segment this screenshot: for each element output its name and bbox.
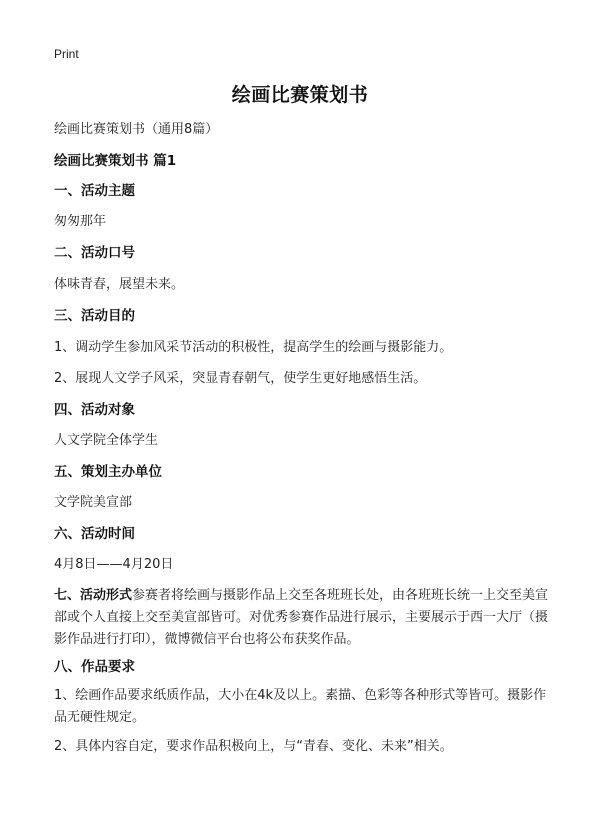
section-heading-organizer: 五、策划主办单位 [54,464,162,480]
section-text-time: 4月8日——4月20日 [54,557,174,572]
section-heading-audience: 四、活动对象 [54,402,135,418]
section-text-organizer: 文学院美宣部 [54,495,133,510]
section-text-audience: 人文学院全体学生 [54,433,159,448]
section-heading-time: 六、活动时间 [54,526,135,542]
section-text-requirements-1: 1、绘画作品要求纸质作品，大小在4k及以上。素描、色彩等各种形式等皆可。摄影作品无硬性规定。 [54,688,547,725]
section-text-slogan: 体味青春，展望未来。 [54,277,185,292]
section-text-theme: 匆匆那年 [54,214,107,229]
section-heading-requirements: 八、作品要求 [54,659,135,675]
document-subtitle: 绘画比赛策划书（通用8篇） [54,122,219,137]
part-heading: 绘画比赛策划书 篇1 [54,153,177,169]
section-text-form: 参赛者将绘画与摄影作品上交至各班班长处，由各班班长统一上交至美宣部或个人直接上交至美宣部皆可。对优秀参赛作品进行展示，主要展示于西一大厅（摄影作品进行打印），微博微信平台也将公布获奖作品。 [54,588,549,647]
section-heading-purpose: 三、活动目的 [54,308,135,324]
section-heading-slogan: 二、活动口号 [54,245,135,261]
section-heading-theme: 一、活动主题 [54,183,135,199]
section-text-purpose-2: 2、展现人文学子风采，突显青春朝气，使学生更好地感悟生活。 [54,371,427,386]
document-title: 绘画比赛策划书 [231,84,369,106]
section-heading-form: 七、活动形式 [54,588,133,603]
section-text-requirements-2: 2、具体内容自定，要求作品积极向上，与“青春、变化、未来”相关。 [54,739,453,754]
print-link[interactable]: Print [54,47,79,61]
section-text-purpose-1: 1、调动学生参加风采节活动的积极性，提高学生的绘画与摄影能力。 [54,340,453,355]
section-form-paragraph [54,585,552,651]
